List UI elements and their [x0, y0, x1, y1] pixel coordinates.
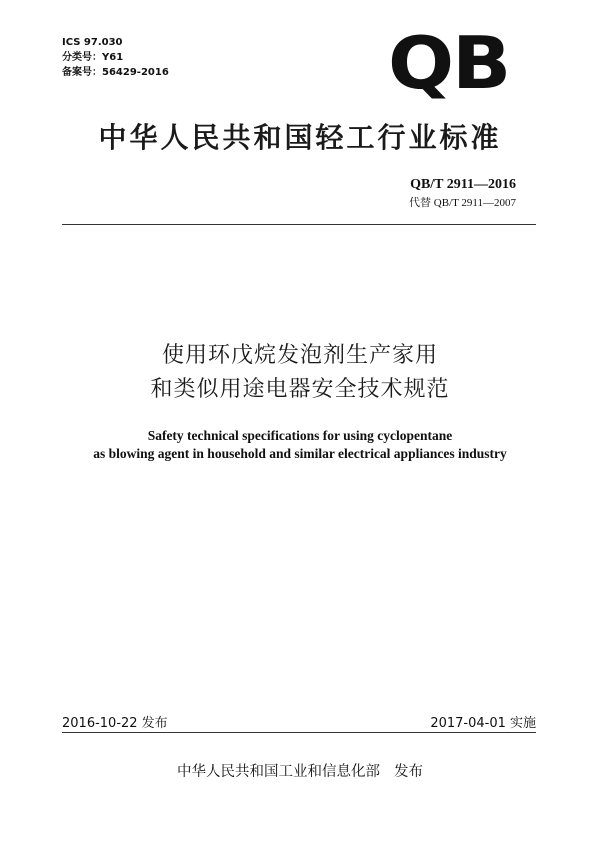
standard-code: QB/T 2911—2016 [410, 177, 516, 192]
top-divider [62, 224, 536, 225]
publisher [0, 760, 600, 781]
chinese-title-line1: 使用环戊烷发泡剂生产家用 [161, 343, 438, 368]
ics-code: ICS 97.030 [62, 37, 123, 48]
publisher-name: 中华人民共和国工业和信息化部 [177, 764, 380, 780]
record-number: 备案号：56429-2016 [62, 67, 169, 78]
classification-number: 分类号：Y61 [62, 52, 124, 63]
bottom-divider [62, 732, 536, 733]
issue-date: 2016-10-22 发布 [62, 716, 168, 731]
qb-logo: QB [388, 21, 510, 105]
organization-title: 中华人民共和国轻工行业标准 [98, 121, 502, 154]
english-title-line2: as blowing agent in household and similar electrical appliances industry [93, 446, 507, 461]
standard-metadata [62, 35, 169, 80]
chinese-title-line2: 和类似用途电器安全技术规范 [150, 377, 450, 402]
replaces-standard: 代替 QB/T 2911—2007 [409, 197, 516, 209]
publisher-verb: 发布 [394, 764, 423, 780]
english-title-line1: Safety technical specifications for using cyclopentane [147, 428, 453, 443]
implementation-date: 2017-04-01 实施 [430, 716, 536, 731]
